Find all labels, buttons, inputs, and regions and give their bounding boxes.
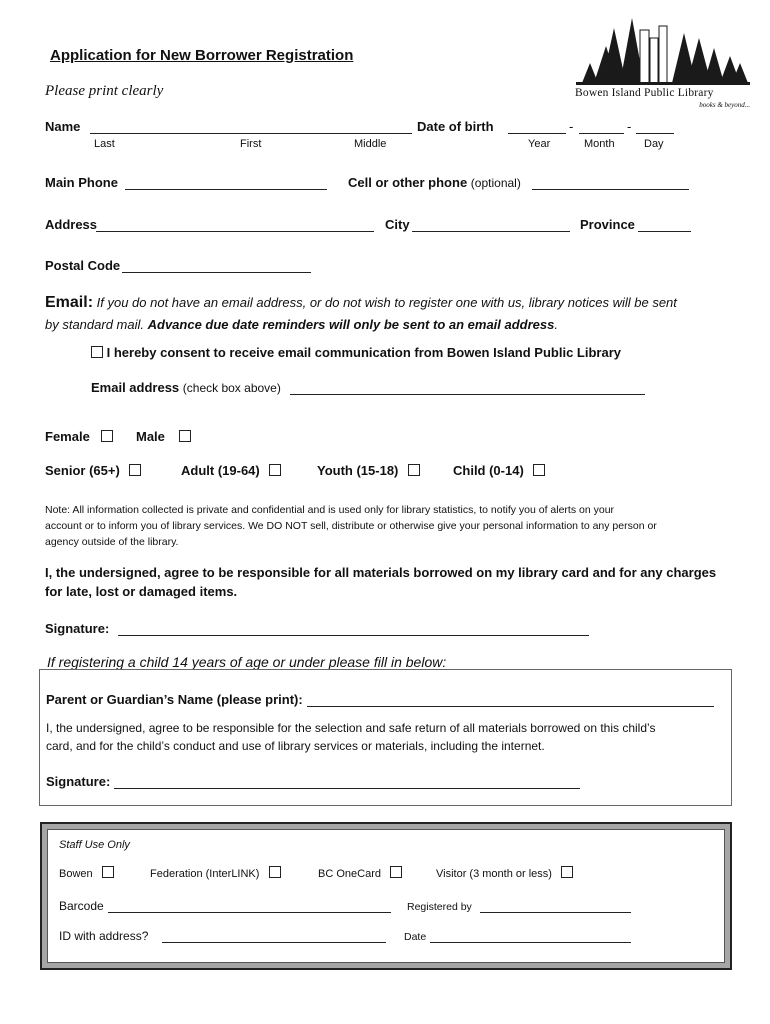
email-address-label-text: Email address (91, 380, 180, 395)
staff-use-panel (40, 822, 732, 970)
adult-option (181, 463, 281, 478)
youth-option (317, 463, 420, 478)
guardian-name-label: Parent or Guardian’s Name (please print): (46, 692, 303, 707)
staff-bowen-checkbox[interactable] (102, 866, 114, 878)
staff-id-address-label: ID with address? (59, 929, 149, 943)
guardian-signature-label: Signature: (46, 774, 111, 789)
staff-federation-label: Federation (InterLINK) (150, 868, 260, 880)
female-option (45, 429, 113, 444)
staff-visitor-label: Visitor (3 month or less) (436, 868, 552, 880)
staff-bc-onecard-option (318, 866, 402, 880)
name-field[interactable] (90, 133, 412, 134)
email-reminder-note: Advance due date reminders will only be sent to an email address (147, 317, 555, 332)
staff-federation-option (150, 866, 281, 880)
dob-dash-1: - (569, 119, 574, 134)
male-label: Male (136, 429, 165, 444)
cell-phone-label-text: Cell or other phone (348, 175, 468, 190)
month-sublabel: Month (584, 138, 615, 150)
staff-bowen-option (59, 866, 114, 880)
guardian-agreement-line-2: card, and for the child’s conduct and use of library services or materials, including the internet. (46, 739, 545, 753)
male-checkbox[interactable] (179, 430, 191, 442)
dob-label: Date of birth (417, 119, 494, 134)
year-sublabel: Year (528, 138, 551, 150)
postal-code-field[interactable] (122, 272, 311, 273)
cell-phone-field[interactable] (532, 189, 689, 190)
email-address-field[interactable] (290, 394, 645, 395)
youth-label: Youth (15-18) (317, 463, 399, 478)
staff-visitor-option (436, 866, 573, 880)
library-logo (572, 8, 752, 108)
signature-field[interactable] (118, 635, 589, 636)
form-title: Application for New Borrower Registration (50, 47, 354, 64)
address-label: Address (45, 217, 98, 232)
signature-label: Signature: (45, 621, 110, 636)
guardian-name-field[interactable] (307, 706, 714, 707)
senior-option (45, 463, 141, 478)
female-checkbox[interactable] (101, 430, 113, 442)
email-notice-period: . (554, 317, 558, 332)
female-label: Female (45, 429, 90, 444)
child-option (453, 463, 545, 478)
staff-use-heading: Staff Use Only (59, 839, 130, 851)
province-label: Province (580, 217, 635, 232)
logo-tagline: books & beyond... (699, 101, 750, 109)
senior-checkbox[interactable] (129, 464, 141, 476)
staff-barcode-label: Barcode (59, 899, 104, 913)
email-consent-checkbox[interactable] (91, 346, 103, 358)
senior-label: Senior (65+) (45, 463, 120, 478)
dob-month-field[interactable] (579, 133, 624, 134)
staff-bc-onecard-label: BC OneCard (318, 868, 381, 880)
email-notice-line-2 (45, 317, 558, 332)
email-address-label (91, 380, 281, 395)
day-sublabel: Day (644, 138, 664, 150)
dob-year-field[interactable] (508, 133, 566, 134)
staff-bc-onecard-checkbox[interactable] (390, 866, 402, 878)
staff-federation-checkbox[interactable] (269, 866, 281, 878)
privacy-note-line-1: Note: All information collected is private and confidential and is used only for library statistics, to notify you of alerts on your (45, 504, 615, 516)
staff-registered-by-field[interactable] (480, 912, 631, 913)
dob-day-field[interactable] (636, 133, 674, 134)
child-label: Child (0-14) (453, 463, 524, 478)
child-guardian-box (39, 669, 732, 806)
city-field[interactable] (412, 231, 570, 232)
email-heading: Email: (45, 294, 94, 311)
name-label: Name (45, 119, 81, 134)
email-notice-line-1 (45, 294, 677, 312)
dob-dash-2: - (627, 119, 632, 134)
staff-id-address-field[interactable] (162, 942, 386, 943)
postal-code-label: Postal Code (45, 258, 121, 273)
adult-label: Adult (19-64) (181, 463, 260, 478)
privacy-note-line-2: account or to inform you of library services. We DO NOT sell, distribute or otherwise give your personal information to any person or (45, 520, 657, 532)
print-clearly-note: Please print clearly (45, 83, 164, 99)
last-sublabel: Last (94, 138, 115, 150)
privacy-note-line-3: agency outside of the library. (45, 536, 179, 548)
address-field[interactable] (96, 231, 374, 232)
staff-registered-by-label: Registered by (407, 901, 472, 913)
adult-checkbox[interactable] (269, 464, 281, 476)
city-label: City (385, 217, 410, 232)
forest-books-logo-icon (572, 8, 752, 88)
child-checkbox[interactable] (533, 464, 545, 476)
first-sublabel: First (240, 138, 262, 150)
youth-checkbox[interactable] (408, 464, 420, 476)
cell-phone-label (348, 175, 521, 190)
staff-bowen-label: Bowen (59, 868, 93, 880)
staff-barcode-field[interactable] (108, 912, 391, 913)
email-address-hint: (check box above) (182, 381, 281, 395)
staff-use-inner (47, 829, 725, 963)
male-option (136, 429, 191, 444)
cell-phone-optional: (optional) (470, 176, 521, 190)
middle-sublabel: Middle (354, 138, 387, 150)
email-notice-text-2a: by standard mail. (45, 317, 144, 332)
email-consent-row (91, 345, 621, 360)
agreement-line-2: for late, lost or damaged items. (45, 584, 238, 599)
guardian-agreement-line-1: I, the undersigned, agree to be responsible for the selection and safe return of all materials borrowed on this child’s (46, 721, 656, 735)
guardian-signature-field[interactable] (114, 788, 580, 789)
main-phone-field[interactable] (125, 189, 327, 190)
staff-date-label: Date (404, 931, 427, 943)
logo-library-name: Bowen Island Public Library (575, 87, 714, 99)
agreement-line-1: I, the undersigned, agree to be responsible for all materials borrowed on my library card and for any charges (45, 565, 717, 580)
staff-date-field[interactable] (430, 942, 631, 943)
child-section-intro: If registering a child 14 years of age or under please fill in below: (47, 654, 447, 670)
email-notice-text-1: If you do not have an email address, or do not wish to register one with us, library notices will be sent (96, 295, 677, 310)
email-consent-label: I hereby consent to receive email communication from Bowen Island Public Library (106, 345, 621, 360)
province-field[interactable] (638, 231, 691, 232)
staff-visitor-checkbox[interactable] (561, 866, 573, 878)
main-phone-label: Main Phone (45, 175, 118, 190)
